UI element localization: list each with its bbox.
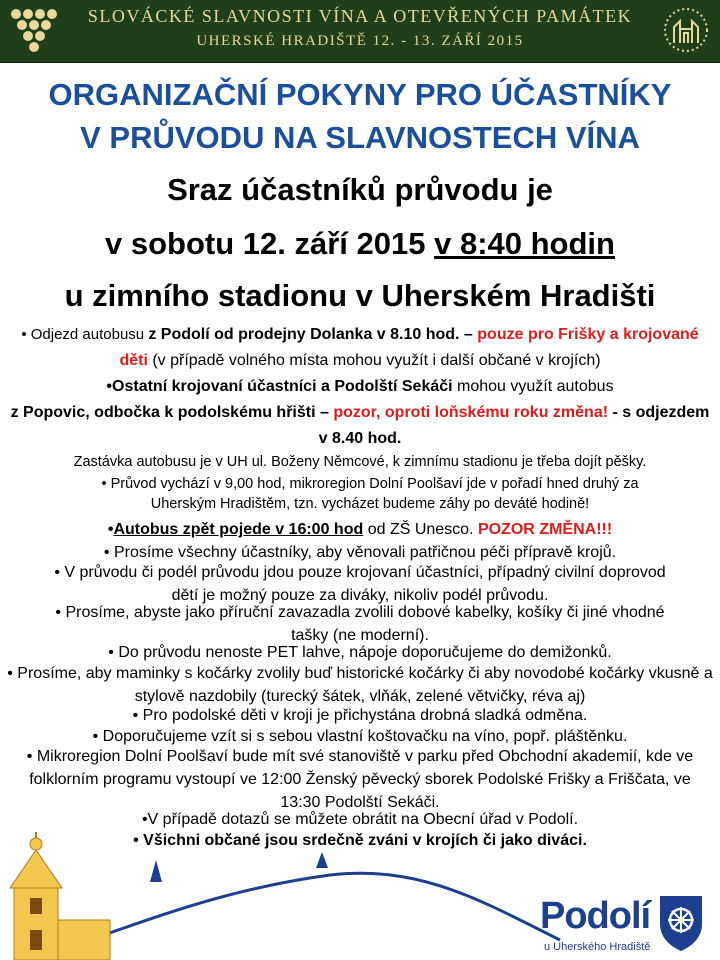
pet-bottles-item: • Do průvodu nenoste PET lahve, nápoje doporučujeme do demižonků. — [108, 644, 612, 661]
meeting-line1: Sraz účastníků průvodu je — [167, 172, 553, 207]
bus-podoli-note: pouze pro Frišky a krojované děti — [119, 326, 699, 369]
return-time: Autobus zpět pojede v 16:00 hod — [113, 521, 364, 538]
page-title-line2: V PRŮVODU NA SLAVNOSTECH VÍNA — [80, 120, 640, 155]
return-bus-item — [6, 518, 714, 541]
return-bullet: • — [107, 521, 114, 538]
bus-popovice-item — [6, 374, 714, 452]
invitation-item: • Všichni občané jsou srdečně zváni v krojích či jako diváci. — [133, 832, 587, 849]
prams-item: • Prosíme, aby maminky s kočárky zvolily buď historické kočárky či aby novodobé kočárky vkusně a stylově nazdobily (turecký šátek, vlňák, zelené větvičky, réva aj) — [7, 665, 713, 705]
bus-popovice-who: •Ostatní krojovaní účastníci a Podolští Sekáči — [106, 378, 453, 395]
bus-popovice-can: mohou využít autobus — [452, 378, 614, 395]
bus-popovice-dash: – — [315, 404, 334, 421]
church-tower-icon — [10, 832, 110, 960]
bus-stop-item: Zastávka autobusu je v UH ul. Boženy Němcové, k zimnímu stadionu je třeba dojít pěšky. — [73, 454, 647, 470]
bus-podoli-item — [6, 322, 714, 374]
festival-date: UHERSKÉ HRADIŠTĚ 12. - 13. ZÁŘÍ 2015 — [196, 33, 524, 49]
microregion-item: • Mikroregion Dolní Poolšaví bude mít své stanoviště v parku před Obchodní akademií, kde ve folklorním programu vystoupí ve 12:00 Ženský pěvecký sborek Podolské Frišky a Friščata, ve 13:30 Podolští Sekáči. — [26, 748, 694, 811]
meeting-line3: u zimního stadionu v Uherském Hradišti — [64, 278, 656, 313]
page-title-line1: ORGANIZAČNÍ POKYNY PRO ÚČASTNÍKY — [48, 77, 672, 112]
podoli-logo-subtitle: u Uherského Hradiště — [544, 941, 651, 953]
bags-item: • Prosíme, abyste jako příruční zavazadla zvolili dobové kabelky, košíky či jiné vhodné tašky (ne moderní). — [55, 604, 665, 644]
bus-podoli-place: z Podolí od prodejny Dolanka v 8.10 hod. – — [148, 326, 473, 343]
meeting-date: v sobotu 12. září 2015 — [105, 226, 435, 261]
bus-popovice-time: - s odjezdem v 8.40 hod. — [318, 404, 710, 447]
return-change: POZOR ZMĚNA!!! — [477, 521, 613, 538]
costume-only-item: • V průvodu či podél průvodu jdou pouze krojovaní účastníci, případný civilní doprovod dětí je možný pouze za diváky, nikoliv podél průvodu. — [54, 564, 666, 604]
coat-of-arms-icon — [658, 894, 704, 952]
bus-podoli-extra: (v případě volného místa mohou využít i další občané v krojích) — [147, 352, 601, 369]
podoli-logo: Podolí — [540, 895, 651, 937]
meeting-time: v 8:40 hodin — [434, 226, 615, 261]
grapes-icon — [8, 6, 60, 54]
festival-title: SLOVÁCKÉ SLAVNOSTI VÍNA A OTEVŘENÝCH PAMÁTEK — [87, 6, 633, 26]
bus-popovice-change: pozor, oproti loňskému roku změna! — [333, 404, 609, 421]
questions-item: •V případě dotazů se můžete obrátit na Obecní úřad v Podolí. — [141, 811, 579, 828]
wine-cup-item: • Doporučujeme vzít si s sebou vlastní koštovačku na víno, popř. pláštěnku. — [92, 728, 628, 745]
header-banner — [0, 0, 720, 63]
bus-popovice-place: z Popovic, odbočka k podolskému hřišti — [10, 404, 316, 421]
reward-item: • Pro podolské děti v kroji je přichystána drobná sladká odměna. — [132, 707, 588, 724]
parade-item: • Průvod vychází v 9,00 hod, mikroregion Dolní Poolšaví jde v pořadí hned druhý za Uherským Hradištěm, tzn. vycházet budeme záhy po deváté hodině! — [101, 476, 639, 512]
bus-podoli-intro: • Odjezd autobusu — [21, 326, 149, 343]
costume-care-item: • Prosíme všechny účastníky, aby věnovali patřičnou péči přípravě krojů. — [103, 544, 617, 561]
meeting-line2 — [0, 226, 720, 262]
festival-emblem-icon — [660, 5, 712, 55]
return-place: od ZŠ Unesco. — [363, 521, 478, 538]
